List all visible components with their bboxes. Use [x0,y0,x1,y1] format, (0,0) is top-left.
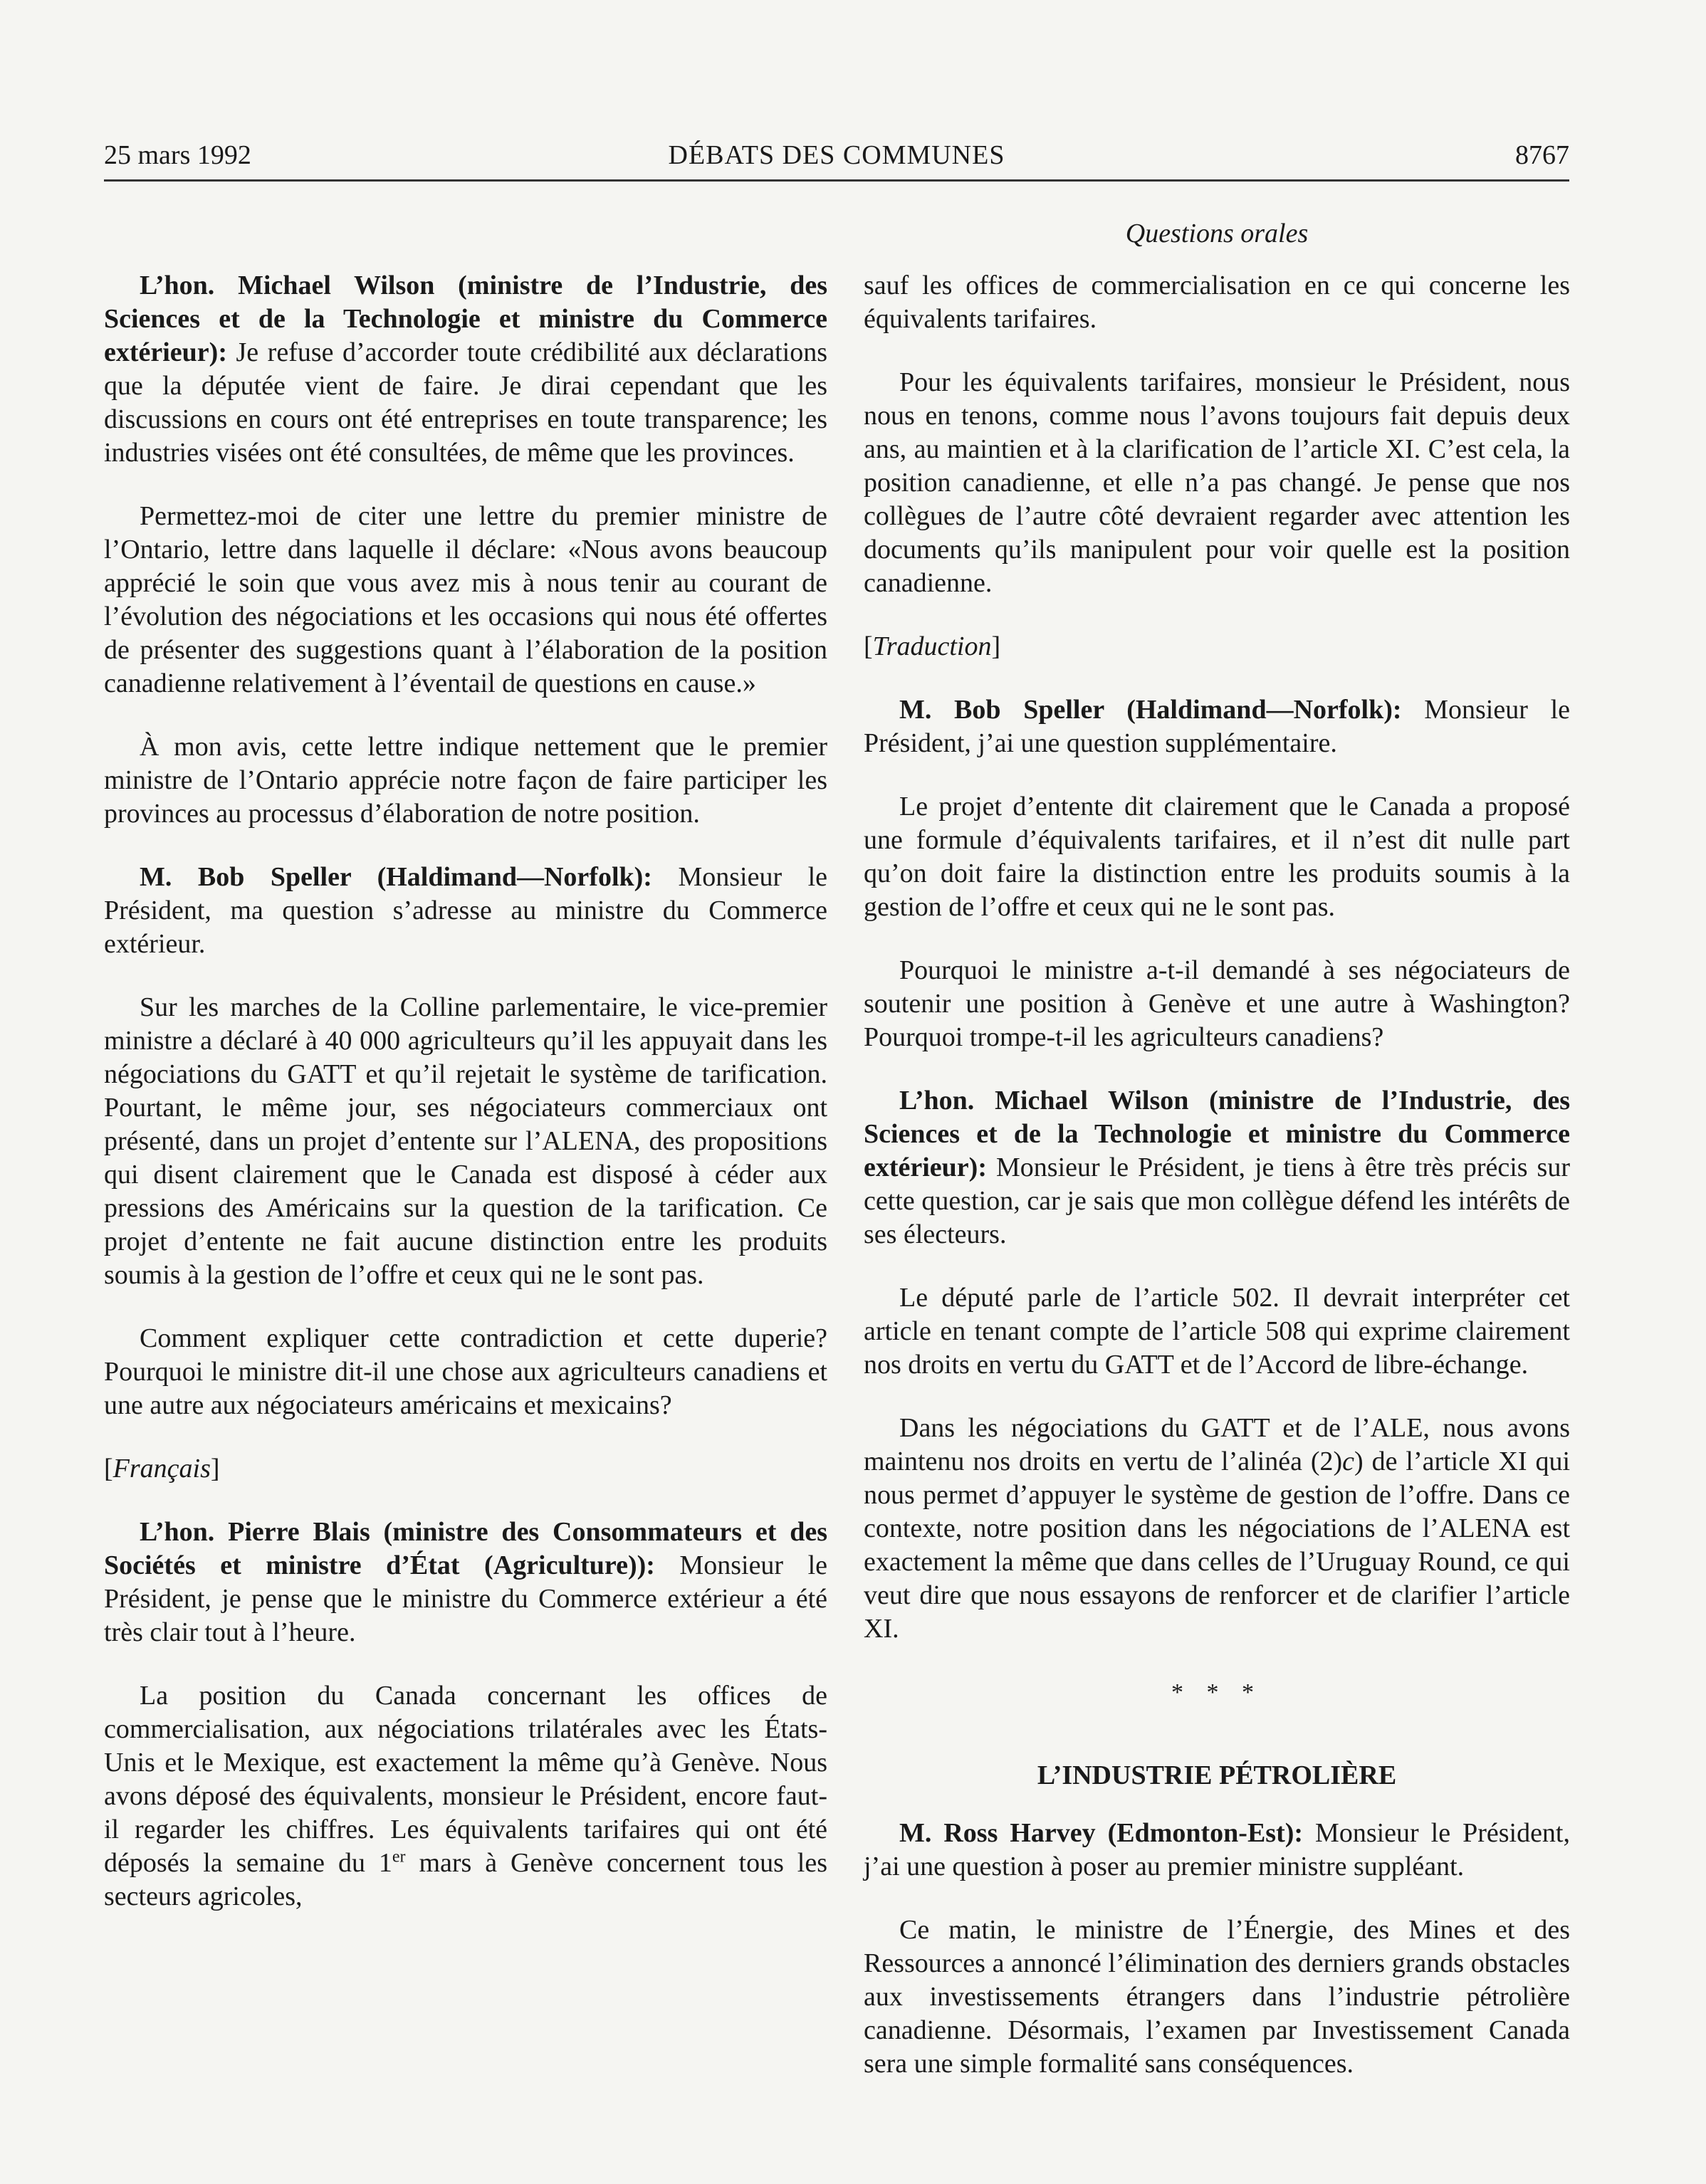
speaker: M. Ross Harvey (Edmonton-Est): [899,1818,1304,1848]
section-separator: * * * [1171,1679,1262,1706]
paragraph: Ce matin, le ministre de l’Énergie, des Mines et des Ressources a annoncé l’élimination des derniers grands obstacles aux investissements étrangers dans l’industrie pétrolière canadienne. Désormais, l’examen par Investissement Canada sera une simple formalité sans conséquences. [864,1915,1570,2079]
paragraph: Comment expliquer cette contradiction et cette duperie? Pourquoi le ministre dit-il une chose aux agriculteurs canadiens et une autre aux négociateurs américains et mexicains? [104,1323,827,1420]
right-column [864,269,1570,2111]
speaker: M. Bob Speller (Haldimand—Norfolk): [899,695,1402,725]
section-label: Questions orales [1125,219,1309,248]
paragraph: L’hon. Michael Wilson (ministre de l’Industrie, des Sciences et de la Technologie et ministre du Commerce extérieur): Monsieur le Président, je tiens à être très précis sur cette question, car je sais que mon collègue défend les intérêts de ses électeurs. [864,1086,1570,1249]
paragraph: M. Bob Speller (Haldimand—Norfolk): Monsieur le Président, j’ai une question supplémentaire. [864,695,1570,758]
header-date: 25 mars 1992 [104,140,251,170]
paragraph: Dans les négociations du GATT et de l’ALE, nous avons maintenu nos droits en vertu de l’alinéa (2)c) de l’article XI qui nous permet d’appuyer le système de gestion de l’offre. Dans ce contexte, notre position dans les négociations de l’ALENA est exactement la même que dans celles de l’Uruguay Round, ce qui veut dire que nous essayons de renforcer et de clarifier l’article XI. [864,1413,1571,1644]
paragraph: L’hon. Michael Wilson (ministre de l’Industrie, des Sciences et de la Technologie et ministre du Commerce extérieur): Je refuse d’accorder toute crédibilité aux déclarations que la députée vient de faire. Je dirai cependant que les discussions en cours ont été entreprises en toute transparence; les industries visées ont été consultées, de même que les provinces. [104,271,827,468]
language-tag: [Traduction] [864,631,1001,661]
language-tag: [Français] [104,1454,220,1484]
page-number: 8767 [1515,140,1569,170]
paragraph: Pourquoi le ministre a-t-il demandé à ses négociateurs de soutenir une position à Genève et une autre à Washington? Pourquoi trompe-t-il les agriculteurs canadiens? [864,955,1570,1052]
header-title: DÉBATS DES COMMUNES [668,140,1005,170]
page-header [104,140,1569,182]
section-heading: L’INDUSTRIE PÉTROLIÈRE [1037,1760,1397,1790]
header-rule [104,179,1569,182]
paragraph: À mon avis, cette lettre indique nettement que le premier ministre de l’Ontario apprécie notre façon de faire participer les provinces au processus d’élaboration de notre position. [104,732,827,829]
paragraph: Sur les marches de la Colline parlementaire, le vice-premier ministre a déclaré à 40 000 agriculteurs qu’il les appuyait dans les négociations du GATT et qu’il rejetait le système de tarification. Pourtant, le même jour, ses négociateurs commerciaux ont présenté, dans un projet d’entente sur l’ALENA, des propositions qui disent clairement que le Canada est disposé à céder aux pressions des Américains sur la question de la tarification. Ce projet d’entente ne fait aucune distinction entre les produits soumis à la gestion de l’offre et ceux qui ne le sont pas. [104,992,827,1290]
paragraph: sauf les offices de commercialisation en ce qui concerne les équivalents tarifaires. [864,271,1570,334]
paragraph: La position du Canada concernant les offices de commercialisation, aux négociations trilatérales avec les États-Unis et le Mexique, est exactement la même qu’à Genève. Nous avons déposé des équivalents, monsieur le Président, encore faut-il regarder les chiffres. Les équivalents tarifaires qui ont été déposés la semaine du 1er mars à Genève concernent tous les secteurs agricoles, [104,1681,827,1911]
paragraph: Pour les équivalents tarifaires, monsieur le Président, nous nous en tenons, comme nous l’avons toujours fait depuis deux ans, au maintien et à la clarification de l’article XI. C’est cela, la position canadienne, et elle n’a pas changé. Je pense que nos collègues de l’autre côté devraient regarder avec attention les documents qu’ils manipulent pour voir quelle est la position canadienne. [864,367,1570,598]
speaker: L’hon. Pierre Blais (ministre des Consommateurs et des Sociétés et ministre d’État (Agriculture)): [104,1517,827,1580]
speaker: M. Bob Speller (Haldimand—Norfolk): [140,862,652,892]
left-column [104,269,827,1943]
paragraph: M. Bob Speller (Haldimand—Norfolk): Monsieur le Président, ma question s’adresse au ministre du Commerce extérieur. [104,862,827,959]
paragraph: L’hon. Pierre Blais (ministre des Consommateurs et des Sociétés et ministre d’État (Agriculture)): Monsieur le Président, je pense que le ministre du Commerce extérieur a été très clair tout à l’heure. [104,1517,827,1647]
paragraph: M. Ross Harvey (Edmonton-Est): Monsieur le Président, j’ai une question à poser au premier ministre suppléant. [864,1818,1570,1881]
paragraph: Permettez-moi de citer une lettre du premier ministre de l’Ontario, lettre dans laquelle il déclare: «Nous avons beaucoup apprécié le soin que vous avez mis à nous tenir au courant de l’évolution des négociations et les occasions qui nous été offertes de présenter des suggestions quant à l’élaboration de la position canadienne relativement à l’éventail de questions en cause.» [104,501,827,698]
speaker: L’hon. Michael Wilson (ministre de l’Industrie, des Sciences et de la Technologie et ministre du Commerce extérieur): [864,1086,1570,1182]
paragraph: Le député parle de l’article 502. Il devrait interpréter cet article en tenant compte de l’article 508 qui exprime clairement nos droits en vertu du GATT et de l’Accord de libre-échange. [864,1283,1570,1380]
paragraph: Le projet d’entente dit clairement que le Canada a proposé une formule d’équivalents tarifaires, et il n’est dit nulle part qu’on doit faire la distinction entre les produits soumis à la gestion de l’offre et ceux qui ne le sont pas. [864,792,1570,922]
speaker: L’hon. Michael Wilson (ministre de l’Industrie, des Sciences et de la Technologie et ministre du Commerce extérieur): [104,271,827,367]
